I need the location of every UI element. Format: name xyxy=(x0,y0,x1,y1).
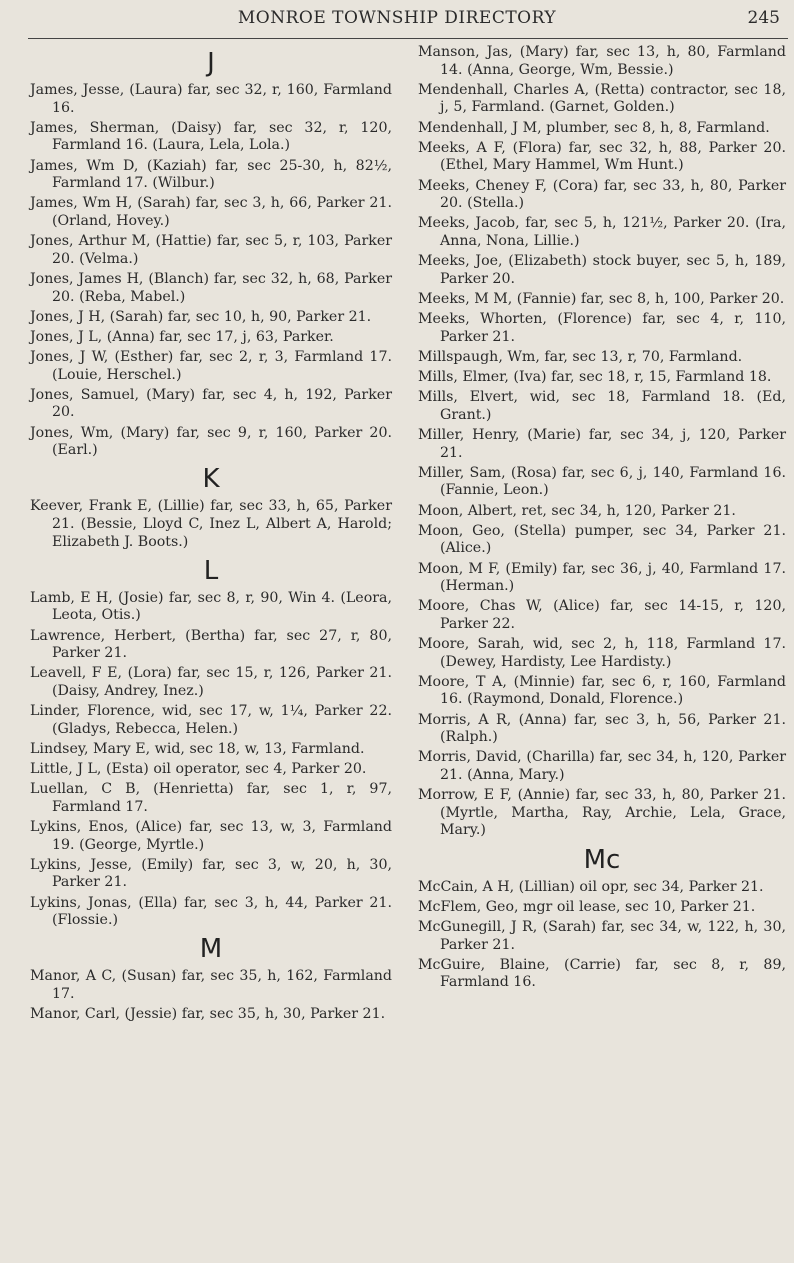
directory-entry: Luellan, C B, (Henrietta) far, sec 1, r, 97, Farmland 17. xyxy=(30,781,392,815)
directory-entry: James, Wm H, (Sarah) far, sec 3, h, 66, Parker 21. (Orland, Hovey.) xyxy=(30,195,392,229)
directory-entry: McFlem, Geo, mgr oil lease, sec 10, Parker 21. xyxy=(418,898,756,915)
section-letter: J xyxy=(207,48,215,78)
directory-entry: Lawrence, Herbert, (Bertha) far, sec 27, r, 80, Parker 21. xyxy=(30,627,392,662)
directory-entry: Miller, Sam, (Rosa) far, sec 6, j, 140, Farmland 16. (Fannie, Leon.) xyxy=(418,464,786,499)
directory-entry: Jones, James H, (Blanch) far, sec 32, h, 68, Parker 20. (Reba, Mabel.) xyxy=(30,270,392,305)
directory-entry: Meeks, Jacob, far, sec 5, h, 121½, Parker 20. (Ira, Anna, Nona, Lillie.) xyxy=(418,215,786,249)
directory-entry: Moore, Chas W, (Alice) far, sec 14-15, r, 120, Parker 22. xyxy=(418,598,786,632)
directory-entry: Lykins, Enos, (Alice) far, sec 13, w, 3, Farmland 19. (George, Myrtle.) xyxy=(30,819,392,853)
directory-entry: Jones, J L, (Anna) far, sec 17, j, 63, Parker. xyxy=(30,328,334,345)
directory-entry: James, Wm D, (Kaziah) far, sec 25-30, h, 82½, Farmland 17. (Wilbur.) xyxy=(30,157,392,192)
page-title: MONROE TOWNSHIP DIRECTORY xyxy=(237,8,557,28)
directory-entry: Moon, M F, (Emily) far, sec 36, j, 40, Farmland 17. (Herman.) xyxy=(418,560,786,595)
directory-entry: McCain, A H, (Lillian) oil opr, sec 34, Parker 21. xyxy=(418,878,764,895)
page-number: 245 xyxy=(747,8,780,28)
directory-entry: Jones, J W, (Esther) far, sec 2, r, 3, Farmland 17. (Louie, Herschel.) xyxy=(30,349,392,383)
directory-entry: Moon, Albert, ret, sec 34, h, 120, Parker 21. xyxy=(418,502,736,519)
directory-entry: Lykins, Jesse, (Emily) far, sec 3, w, 20, h, 30, Parker 21. xyxy=(30,856,392,891)
section-letter: L xyxy=(203,555,219,586)
directory-entry: Moon, Geo, (Stella) pumper, sec 34, Parker 21. (Alice.) xyxy=(418,522,786,557)
directory-entry: Moore, T A, (Minnie) far, sec 6, r, 160, Farmland 16. (Raymond, Donald, Florence.) xyxy=(418,673,786,708)
directory-entry: Manor, A C, (Susan) far, sec 35, h, 162, Farmland 17. xyxy=(30,968,392,1002)
section-letter: K xyxy=(202,464,220,495)
directory-entry: Miller, Henry, (Marie) far, sec 34, j, 120, Parker 21. xyxy=(418,427,786,461)
directory-entry: McGuire, Blaine, (Carrie) far, sec 8, r, 89, Farmland 16. xyxy=(418,956,786,991)
directory-entry: Meeks, Whorten, (Florence) far, sec 4, r, 110, Parker 21. xyxy=(418,311,786,345)
directory-entry: Meeks, A F, (Flora) far, sec 32, h, 88, Parker 20. (Ethel, Mary Hammel, Wm Hunt.) xyxy=(418,139,786,174)
directory-entry: Morris, David, (Charilla) far, sec 34, h, 120, Parker 21. (Anna, Mary.) xyxy=(418,749,786,784)
directory-entry: Meeks, Cheney F, (Cora) far, sec 33, h, 80, Parker 20. (Stella.) xyxy=(418,177,786,212)
directory-entry: Mendenhall, J M, plumber, sec 8, h, 8, Farmland. xyxy=(418,119,770,136)
directory-entry: James, Sherman, (Daisy) far, sec 32, r, 120, Farmland 16. (Laura, Lela, Lola.) xyxy=(30,119,392,154)
right-column xyxy=(418,44,786,995)
left-column xyxy=(30,44,392,1026)
directory-entry: Little, J L, (Esta) oil operator, sec 4, Parker 20. xyxy=(30,761,367,778)
directory-entry: Lamb, E H, (Josie) far, sec 8, r, 90, Win 4. (Leora, Leota, Otis.) xyxy=(30,589,392,624)
directory-entry: Keever, Frank E, (Lillie) far, sec 33, h, 65, Parker 21. (Bessie, Lloyd C, Inez L, Albert A, Harold; Elizabeth J. Boots.) xyxy=(30,498,392,550)
directory-entry: Jones, Wm, (Mary) far, sec 9, r, 160, Parker 20. (Earl.) xyxy=(30,424,392,459)
directory-entry: Morris, A R, (Anna) far, sec 3, h, 56, Parker 21. (Ralph.) xyxy=(418,711,786,746)
section-letter: M xyxy=(199,934,223,965)
directory-entry: Manor, Carl, (Jessie) far, sec 35, h, 30, Parker 21. xyxy=(30,1006,386,1023)
directory-entry: Morrow, E F, (Annie) far, sec 33, h, 80, Parker 21. (Myrtle, Martha, Ray, Archie, Lela, Grace, Mary.) xyxy=(418,787,786,839)
directory-entry: McGunegill, J R, (Sarah) far, sec 34, w, 122, h, 30, Parker 21. xyxy=(418,918,786,953)
directory-entry: Jones, J H, (Sarah) far, sec 10, h, 90, Parker 21. xyxy=(30,308,372,325)
directory-entry: Mendenhall, Charles A, (Retta) contractor, sec 18, j, 5, Farmland. (Garnet, Golden.) xyxy=(418,81,786,116)
directory-entry: Meeks, M M, (Fannie) far, sec 8, h, 100, Parker 20. xyxy=(418,290,785,307)
directory-entry: Leavell, F E, (Lora) far, sec 15, r, 126, Parker 21. (Daisy, Andrey, Inez.) xyxy=(30,665,392,699)
directory-entry: Millspaugh, Wm, far, sec 13, r, 70, Farmland. xyxy=(418,348,743,365)
directory-entry: Mills, Elvert, wid, sec 18, Farmland 18. (Ed, Grant.) xyxy=(418,389,786,423)
directory-entry: Linder, Florence, wid, sec 17, w, 1¼, Parker 22. (Gladys, Rebecca, Helen.) xyxy=(30,703,392,737)
section-letter: Mc xyxy=(583,844,621,875)
directory-entry: Jones, Samuel, (Mary) far, sec 4, h, 192, Parker 20. xyxy=(30,386,392,421)
page-header xyxy=(0,8,794,34)
directory-entry: Manson, Jas, (Mary) far, sec 13, h, 80, Farmland 14. (Anna, George, Wm, Bessie.) xyxy=(418,44,786,78)
header-divider xyxy=(28,38,788,39)
directory-entry: Mills, Elmer, (Iva) far, sec 18, r, 15, Farmland 18. xyxy=(418,369,772,386)
directory-entry: Moore, Sarah, wid, sec 2, h, 118, Farmland 17. (Dewey, Hardisty, Lee Hardisty.) xyxy=(418,636,786,670)
directory-entry: Jones, Arthur M, (Hattie) far, sec 5, r, 103, Parker 20. (Velma.) xyxy=(30,233,392,267)
directory-entry: James, Jesse, (Laura) far, sec 32, r, 160, Farmland 16. xyxy=(30,82,392,116)
directory-entry: Lindsey, Mary E, wid, sec 18, w, 13, Farmland. xyxy=(30,740,365,757)
directory-entry: Meeks, Joe, (Elizabeth) stock buyer, sec 5, h, 189, Parker 20. xyxy=(418,253,786,287)
directory-entry: Lykins, Jonas, (Ella) far, sec 3, h, 44, Parker 21. (Flossie.) xyxy=(30,894,392,929)
